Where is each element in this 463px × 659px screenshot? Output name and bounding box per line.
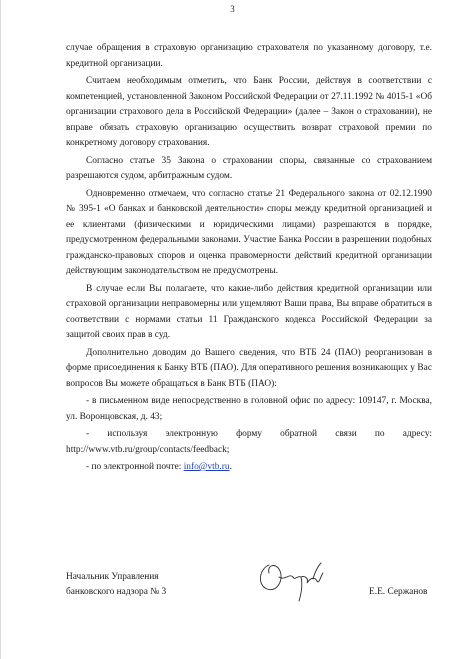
paragraph-vtb-reorganization: Дополнительно доводим до Вашего сведения, что ВТБ 24 (ПАО) реорганизован в форме присоединения к Банку ВТБ (ПАО). Для оперативного решения возникающих у Вас вопросов Вы можете обращаться в Банк ВТБ (ПАО):: [66, 347, 432, 389]
signatory-title-line2: банковского надзора № 3: [66, 587, 167, 597]
contact-email-suffix: .: [229, 462, 232, 472]
paragraph-article-21: Одновременно отмечаем, что согласно статье 21 Федерального закона от 02.12.1990 № 395-1 «О банках и банковской деятельности» споры между кредитной организацией и ее клиентами (физическими и юридическими лицами) разрешаются в порядке, предусмотренном федеральными законами. Участие Банка России в разрешении подобных гражданско-правовых споров и оценка правомерности действий кредитной организации действующим законодательством не предусмотрены.: [66, 188, 432, 276]
paragraph-article-35: Согласно статье 35 Закона о страховании споры, связанные со страхованием разрешаются судом, арбитражным судом.: [66, 155, 432, 181]
handwritten-signature: [255, 555, 335, 603]
paragraph-continuation: случае обращения в страховую организацию страхователя по указанному договору, т.е. кредитной организации.: [66, 43, 432, 69]
paragraph-court-rights: В случае если Вы полагаете, что какие-либо действия кредитной организации или страховой организации неправомерны или ущемляют Ваши права, Вы вправе обратиться в соответствии с нормами статьи 11 Гражданского кодекса Российской Федерации за защитой своих прав в суд.: [66, 283, 432, 340]
letter-body: [66, 41, 432, 476]
signatory-title-line1: Начальник Управления: [66, 572, 159, 582]
contact-written: - в письменном виде непосредственно в головной офис по адресу: 109147, г. Москва, ул. Воронцовская, д. 43;: [66, 396, 432, 422]
contact-email-prefix: - по электронной почте:: [86, 462, 184, 472]
contact-feedback-form: - используя электронную форму обратной связи по адресу: http://www.vtb.ru/group/contacts/feedback;: [66, 429, 432, 455]
page-number: 3: [230, 4, 235, 14]
contact-email: [66, 460, 432, 476]
signatory-title: [66, 570, 236, 600]
email-link[interactable]: info@vtb.ru: [183, 462, 230, 472]
signatory-name: Е.Е. Сержанов: [369, 587, 428, 597]
paragraph-bank-of-russia-competence: Считаем необходимым отметить, что Банк России, действуя в соответствии с компетенцией, установленной Законом Российской Федерации от 27.11.1992 № 4015-1 «Об организации страхового дела в Российской Федерации» (далее – Закон о страховании), не вправе обязать страховую организацию осуществить возврат страховой премии по конкретному договору страхования.: [66, 76, 432, 148]
